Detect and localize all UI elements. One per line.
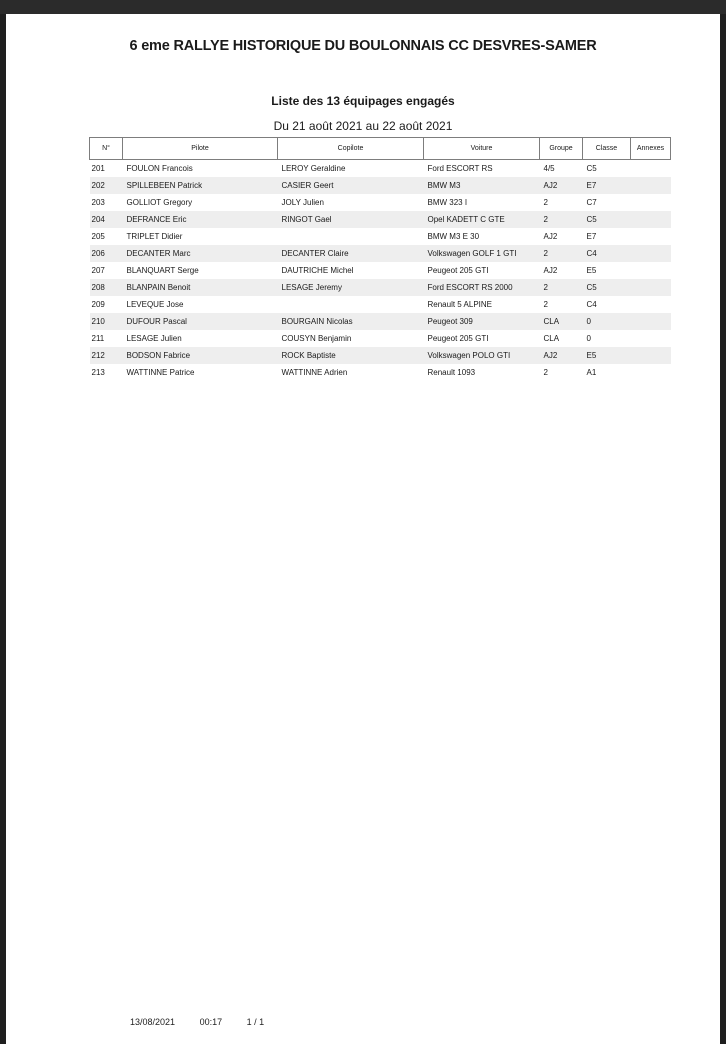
table-row: [90, 211, 671, 228]
cell-copilote: DAUTRICHE Michel: [281, 266, 354, 275]
cell-voiture: Peugeot 205 GTI: [427, 266, 489, 275]
header-classe: Classe: [583, 138, 631, 160]
table-row: [90, 228, 671, 245]
cell-num: 209: [91, 300, 105, 309]
cell-classe: C4: [583, 245, 631, 262]
viewer-toolbar: [0, 0, 726, 14]
cell-copilote: LESAGE Jeremy: [278, 279, 424, 296]
cell-annexes: [631, 296, 671, 313]
cell-groupe: 2: [543, 198, 548, 207]
table-row: [90, 194, 671, 211]
page-footer: [130, 1017, 286, 1027]
cell-annexes: [631, 330, 671, 347]
cell-copilote: JOLY Julien: [281, 198, 324, 207]
cell-annexes: [631, 313, 671, 330]
cell-voiture: Peugeot 309: [424, 313, 540, 330]
cell-num: 202: [90, 177, 123, 194]
cell-num: 212: [90, 347, 123, 364]
cell-groupe: AJ2: [543, 266, 558, 275]
cell-classe: 0: [586, 334, 591, 343]
cell-classe: A1: [586, 368, 597, 377]
table-row: [90, 279, 671, 296]
cell-copilote: COUSYN Benjamin: [281, 334, 352, 343]
header-annexes: Annexes: [631, 138, 671, 160]
cell-voiture: Volkswagen POLO GTI: [424, 347, 540, 364]
document-dates: Du 21 août 2021 au 22 août 2021: [273, 119, 453, 133]
cell-classe: C4: [586, 300, 597, 309]
cell-num: 207: [91, 266, 105, 275]
cell-groupe: 2: [543, 300, 548, 309]
cell-num: 205: [91, 232, 105, 241]
cell-pilote: GOLLIOT Gregory: [126, 198, 193, 207]
cell-groupe: 2: [543, 368, 548, 377]
cell-copilote: [278, 228, 424, 245]
cell-groupe: 2: [540, 245, 583, 262]
cell-annexes: [631, 347, 671, 364]
table-row: [90, 313, 671, 330]
cell-annexes: [631, 279, 671, 296]
entries-table: [89, 137, 671, 381]
header-copilote: Copilote: [278, 138, 424, 160]
header-voiture: Voiture: [424, 138, 540, 160]
table-row: [90, 160, 671, 178]
header-pilote: Pilote: [123, 138, 278, 160]
table-row: [90, 347, 671, 364]
header-num: N°: [90, 138, 123, 160]
cell-pilote: SPILLEBEEN Patrick: [123, 177, 278, 194]
cell-annexes: [631, 160, 671, 178]
cell-voiture: Opel KADETT C GTE: [424, 211, 540, 228]
cell-groupe: CLA: [540, 313, 583, 330]
cell-groupe: 2: [540, 211, 583, 228]
cell-voiture: Ford ESCORT RS: [427, 164, 493, 173]
cell-num: 203: [91, 198, 105, 207]
cell-voiture: BMW M3 E 30: [427, 232, 480, 241]
cell-copilote: BOURGAIN Nicolas: [278, 313, 424, 330]
cell-voiture: BMW M3: [424, 177, 540, 194]
cell-voiture: Peugeot 205 GTI: [427, 334, 489, 343]
table-row: [90, 296, 671, 313]
table-header-row: [90, 138, 671, 160]
cell-voiture: Ford ESCORT RS 2000: [424, 279, 540, 296]
cell-annexes: [631, 194, 671, 211]
cell-pilote: BLANPAIN Benoit: [123, 279, 278, 296]
cell-classe: C5: [586, 164, 597, 173]
cell-pilote: LEVEQUE Jose: [126, 300, 184, 309]
cell-pilote: LESAGE Julien: [126, 334, 182, 343]
cell-annexes: [631, 211, 671, 228]
table-row: [90, 245, 671, 262]
cell-groupe: CLA: [543, 334, 560, 343]
cell-num: 201: [91, 164, 105, 173]
cell-num: 213: [91, 368, 105, 377]
table-row: [90, 262, 671, 279]
cell-copilote: LEROY Geraldine: [281, 164, 346, 173]
cell-annexes: [631, 177, 671, 194]
cell-pilote: WATTINNE Patrice: [126, 368, 195, 377]
cell-groupe: 2: [540, 279, 583, 296]
cell-copilote: ROCK Baptiste: [278, 347, 424, 364]
cell-num: 206: [90, 245, 123, 262]
cell-pilote: BODSON Fabrice: [123, 347, 278, 364]
cell-annexes: [631, 262, 671, 279]
document-title: 6 eme RALLYE HISTORIQUE DU BOULONNAIS CC DESVRES-SAMER: [129, 38, 597, 54]
cell-pilote: DUFOUR Pascal: [123, 313, 278, 330]
cell-annexes: [631, 364, 671, 381]
cell-voiture: Volkswagen GOLF 1 GTI: [424, 245, 540, 262]
footer-page-number: 1 / 1: [246, 1017, 265, 1027]
cell-pilote: FOULON Francois: [126, 164, 193, 173]
cell-voiture: BMW 323 I: [427, 198, 468, 207]
cell-classe: E7: [586, 232, 597, 241]
cell-classe: E7: [583, 177, 631, 194]
cell-groupe: 4/5: [543, 164, 555, 173]
cell-classe: C5: [583, 211, 631, 228]
cell-classe: E5: [586, 266, 597, 275]
cell-classe: C5: [583, 279, 631, 296]
cell-copilote: WATTINNE Adrien: [281, 368, 348, 377]
cell-num: 204: [90, 211, 123, 228]
footer-date: 13/08/2021: [130, 1017, 176, 1027]
cell-copilote: CASIER Geert: [278, 177, 424, 194]
cell-groupe: AJ2: [540, 347, 583, 364]
footer-time: 00:17: [199, 1017, 223, 1027]
document-page: [6, 14, 720, 1044]
cell-groupe: AJ2: [540, 177, 583, 194]
cell-num: 210: [90, 313, 123, 330]
cell-groupe: AJ2: [543, 232, 558, 241]
cell-pilote: DEFRANCE Eric: [123, 211, 278, 228]
cell-classe: 0: [583, 313, 631, 330]
cell-voiture: Renault 1093: [427, 368, 476, 377]
cell-annexes: [631, 228, 671, 245]
cell-copilote: RINGOT Gael: [278, 211, 424, 228]
cell-annexes: [631, 245, 671, 262]
cell-copilote: [278, 296, 424, 313]
cell-num: 211: [91, 334, 105, 343]
cell-classe: E5: [583, 347, 631, 364]
cell-voiture: Renault 5 ALPINE: [427, 300, 492, 309]
header-groupe: Groupe: [540, 138, 583, 160]
cell-pilote: DECANTER Marc: [123, 245, 278, 262]
cell-pilote: BLANQUART Serge: [126, 266, 199, 275]
table-row: [90, 177, 671, 194]
cell-num: 208: [90, 279, 123, 296]
cell-copilote: DECANTER Claire: [278, 245, 424, 262]
table-row: [90, 330, 671, 347]
cell-pilote: TRIPLET Didier: [126, 232, 183, 241]
table-row: [90, 364, 671, 381]
document-subtitle: Liste des 13 équipages engagés: [271, 94, 455, 108]
cell-classe: C7: [586, 198, 597, 207]
